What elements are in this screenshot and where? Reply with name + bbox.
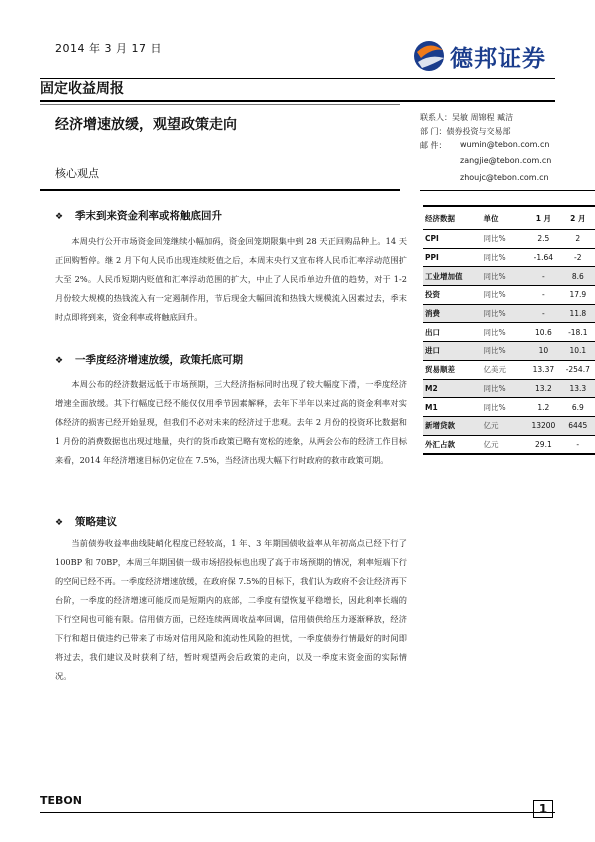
table-cell: -18.1	[561, 323, 595, 342]
table-cell: 同比%	[481, 230, 526, 249]
table-cell: M2	[423, 379, 481, 398]
table-cell: 13.3	[561, 379, 595, 398]
section-body: 本周公布的经济数据远低于市场预期，三大经济指标同时出现了较大幅度下滑，一季度经济增速全面放缓。其下行幅度已经不能仅仅用季节因素解释，去年下半年以来过高的资金利率对实体经济的损害已经开始显现，但我们不必对未来的经济过于悲观。去年 2 月份的投资环比数据和 1 月份的消费数据也出现过地量，央行的货币政策已略有宽松的迹象，从两会公布的经济工作目标来看，2014 年经济增速目标仍定位在 7.5%，当经济出现大幅下行时政府的救市政策可期。	[55, 379, 407, 465]
table-cell: 新增贷款	[423, 416, 481, 435]
table-row	[423, 379, 595, 398]
table-cell: 17.9	[561, 286, 595, 305]
report-title: 经济增速放缓，观望政策走向	[55, 117, 237, 133]
table-cell: 亿元	[481, 416, 526, 435]
table-cell: -254.7	[561, 360, 595, 379]
report-date: 2014 年 3 月 17 日	[55, 42, 162, 55]
table-cell: -	[561, 435, 595, 454]
table-cell: 2.5	[526, 230, 560, 249]
title-rule	[40, 100, 555, 102]
table-cell: 消费	[423, 304, 481, 323]
contact-rule	[420, 190, 595, 191]
table-cell: 进口	[423, 342, 481, 361]
table-cell: -	[526, 304, 560, 323]
tebon-logo-icon	[412, 38, 448, 74]
section-heading	[55, 208, 222, 223]
table-cell: 6445	[561, 416, 595, 435]
table-cell: 同比%	[481, 323, 526, 342]
footer-brand: TEBON	[40, 794, 82, 807]
table-cell: 外汇占款	[423, 435, 481, 454]
table-row	[423, 248, 595, 267]
email-link[interactable]: zangjie@tebon.com.cn	[460, 156, 552, 165]
table-cell: PPI	[423, 248, 481, 267]
table-row	[423, 323, 595, 342]
table-cell: 8.6	[561, 267, 595, 286]
diamond-bullet-icon: ❖	[55, 212, 64, 222]
report-type: 固定收益周报	[40, 81, 124, 97]
table-cell: 13.37	[526, 360, 560, 379]
table-header: 2 月	[561, 206, 595, 230]
table-cell: 投资	[423, 286, 481, 305]
section-body: 当前债券收益率曲线陡峭化程度已经较高，1 年、3 年期国债收益率从年初高点已经下行了 100BP 和 70BP，本周三年期国债一级市场招投标也出现了高于市场预期的情况，利率短端下行的空间已经不再。一季度经济增速放缓，在政府保 7.5%的目标下，我们认为政府不会让经济再下台阶，一季度的经济增速可能反而是短期内的底部，二季度有望恢复平稳增长，因此利率长端的下行空间也可能有限。信用债方面，已经连续两周收益率回调，信用债供给压力逐渐释放，经济下行和超日债违约已带来了市场对信用风险和流动性风险的担忧，一季度债券行情最好的时间即将过去，我们建议及时获利了结，暂时观望两会后政策的走向，以及一季度末资金面的实际情况。	[55, 538, 407, 681]
table-row	[423, 416, 595, 435]
table-cell: 同比%	[481, 286, 526, 305]
table-cell: -	[526, 267, 560, 286]
table-cell: 10	[526, 342, 560, 361]
table-cell: 13200	[526, 416, 560, 435]
table-cell: -1.64	[526, 248, 560, 267]
table-cell: 工业增加值	[423, 267, 481, 286]
brand-name: 德邦证券	[450, 46, 546, 72]
economic-data-table	[423, 205, 595, 455]
section-heading-text: 季末到来资金利率或将触底回升	[75, 210, 222, 222]
footer-rule	[40, 812, 555, 813]
table-cell: 同比%	[481, 398, 526, 417]
table-cell: 6.9	[561, 398, 595, 417]
table-cell: 2	[561, 230, 595, 249]
table-row	[423, 267, 595, 286]
table-cell: 贸易顺差	[423, 360, 481, 379]
table-cell: 10.1	[561, 342, 595, 361]
table-cell: CPI	[423, 230, 481, 249]
diamond-bullet-icon: ❖	[55, 356, 64, 366]
table-row	[423, 230, 595, 249]
section-heading-text: 一季度经济增速放缓，政策托底可期	[75, 354, 243, 366]
tebon-logo	[412, 38, 552, 74]
email-link[interactable]: wumin@tebon.com.cn	[460, 140, 550, 149]
core-view-label: 核心观点	[55, 167, 99, 180]
table-cell: 10.6	[526, 323, 560, 342]
contact-email-label: 邮 件：	[420, 141, 447, 150]
table-row	[423, 342, 595, 361]
table-cell: 出口	[423, 323, 481, 342]
table-header: 1 月	[526, 206, 560, 230]
contact-department: 部 门：债券投资与交易部	[420, 127, 511, 136]
table-cell: 同比%	[481, 379, 526, 398]
table-cell: 1.2	[526, 398, 560, 417]
table-cell: 同比%	[481, 267, 526, 286]
table-cell: -2	[561, 248, 595, 267]
table-cell: 13.2	[526, 379, 560, 398]
table-row	[423, 435, 595, 454]
table-cell: 亿美元	[481, 360, 526, 379]
table-header-row	[423, 206, 595, 230]
table-cell: 亿元	[481, 435, 526, 454]
page-number: 1	[533, 800, 553, 818]
section-heading-text: 策略建议	[75, 516, 117, 528]
table-cell: 同比%	[481, 248, 526, 267]
section-heading	[55, 352, 243, 367]
table-cell: 同比%	[481, 304, 526, 323]
table-row	[423, 398, 595, 417]
table-header: 经济数据	[423, 206, 481, 230]
table-cell: 同比%	[481, 342, 526, 361]
title-thin-rule	[40, 104, 400, 105]
table-row	[423, 304, 595, 323]
table-cell: M1	[423, 398, 481, 417]
table-row	[423, 286, 595, 305]
contact-people: 联系人：吴敏 周锦程 臧洁	[420, 113, 514, 122]
core-view-rule	[40, 189, 400, 191]
table-cell: -	[526, 286, 560, 305]
diamond-bullet-icon: ❖	[55, 518, 64, 528]
table-cell: 11.8	[561, 304, 595, 323]
table-cell: 29.1	[526, 435, 560, 454]
table-row	[423, 360, 595, 379]
table-header: 单位	[481, 206, 526, 230]
section-heading	[55, 514, 117, 529]
section-body: 本周央行公开市场资金回笼继续小幅加码，资金回笼期限集中到 28 天正回购品种上。14 天正回购暂停。继 2 月下旬人民币出现连续贬值之后，本周末央行又宣布将人民币汇率浮动范围扩大至 2%。人民币短期内贬值和汇率浮动范围的扩大，中止了人民币单边升值的趋势，对于 1-2 月份较大规模的热钱流入有一定遏制作用，节后现金大幅回流和热钱大规模流入因素过去，季末时点即将到来，资金利率或将触底回升。	[55, 236, 407, 322]
email-link[interactable]: zhoujc@tebon.com.cn	[460, 173, 549, 182]
